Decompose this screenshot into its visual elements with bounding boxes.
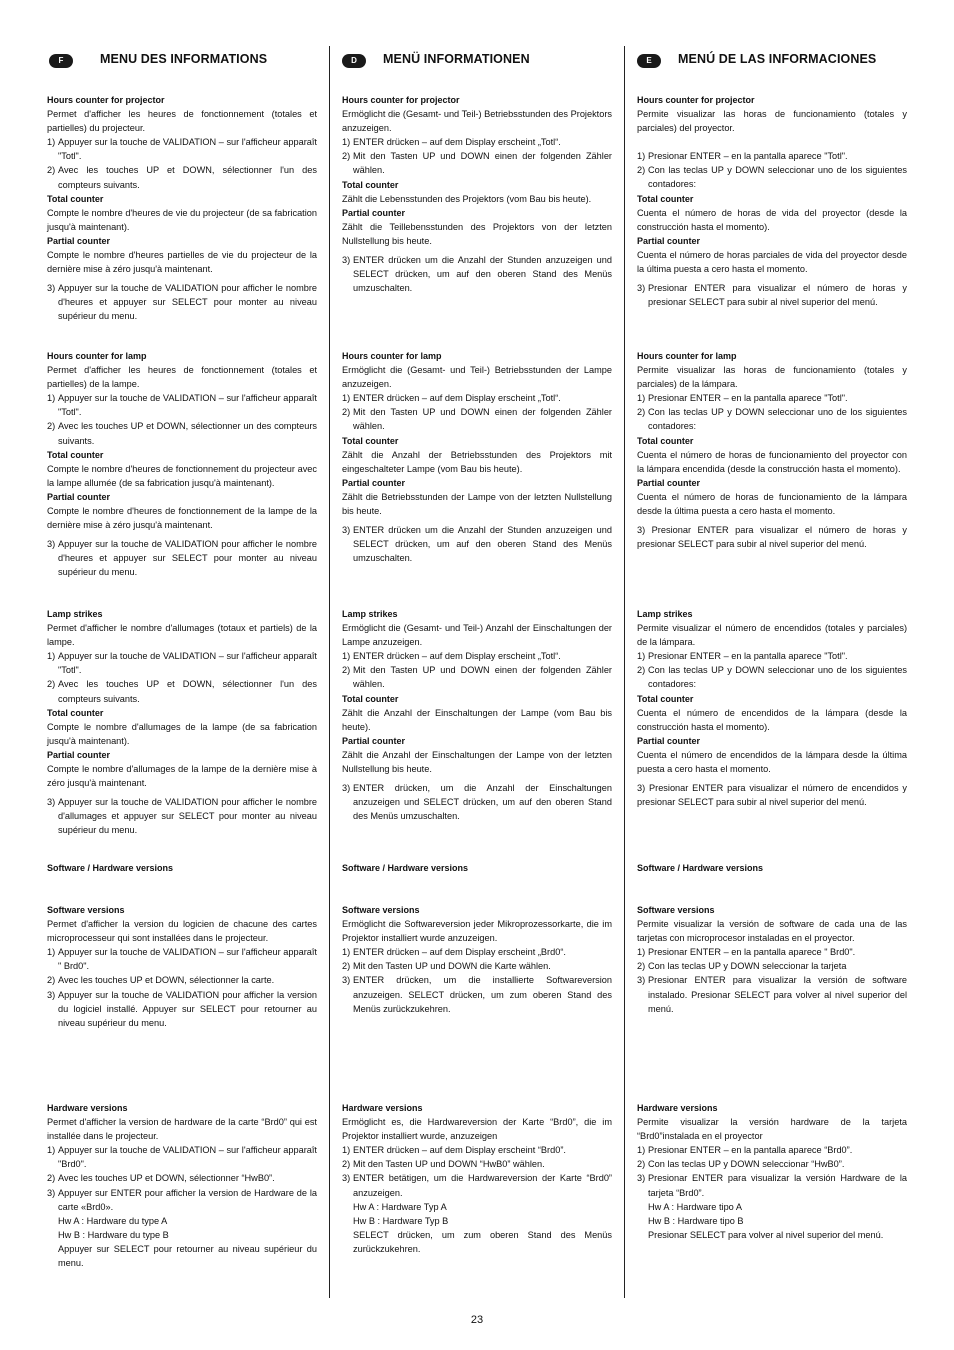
paragraph: Compte le nombre d'heures partielles de vie du projecteur de la dernière mise à zéro jusqu'à maintenant. (47, 250, 317, 275)
list-item (47, 795, 317, 837)
list-number: 2) (637, 961, 646, 972)
list-number: 1) (47, 947, 56, 958)
list-number: 3) (342, 975, 351, 986)
section-heading: Hardware versions (637, 1103, 718, 1113)
column-title: MENU DES INFORMATIONS (100, 52, 268, 66)
list-item (47, 1186, 317, 1214)
paragraph: Compte le nombre d'allumages de la lampe (de sa fabrication jusqu'à maintenant). (47, 721, 317, 746)
section-heading: Lamp strikes (342, 609, 398, 619)
subheading: Total counter (47, 193, 104, 204)
list-item (637, 959, 907, 973)
list-text: ENTER drücken – auf dem Display erscheint „Totl“. (353, 393, 561, 404)
list-item (342, 781, 612, 823)
list-number: 2) (47, 975, 56, 986)
list-number: 3) (342, 783, 351, 794)
list-number: 3) (47, 539, 56, 550)
subheading: Total counter (637, 193, 694, 204)
paragraph: Ermöglicht die Softwareversion jeder Mikroprozessorkarte, die im Projektor installiert wurde anzuzeigen. (342, 919, 612, 944)
list-number: 3) (637, 283, 646, 294)
subheading: Partial counter (637, 735, 701, 746)
list-item (342, 135, 612, 149)
list-item (637, 1157, 907, 1171)
section-heading: Hours counter for lamp (342, 351, 442, 361)
list-text: Appuyer sur la touche de VALIDATION pour afficher le nombre d'heures et appuyer sur SELECT pour monter au niveau supérieur du menu. (58, 539, 317, 578)
list-number: 1) (342, 393, 351, 404)
subheading: Partial counter (637, 477, 701, 488)
column-header (637, 50, 937, 72)
list-number: 1) (342, 137, 351, 148)
subheading: Partial counter (47, 749, 111, 760)
section-heading: Software / Hardware versions (342, 863, 469, 873)
list-text: Presionar ENTER para visualizar la versión Hardware de la tarjeta “Brd0”. (648, 1173, 907, 1198)
list-number: 1) (637, 651, 646, 662)
list-text: ENTER drücken um die Anzahl der Stunden anzuzeigen und SELECT drücken, um auf den oberen Stand des Menüs umzuschalten. (353, 255, 612, 294)
paragraph: Permite visualizar el número de encendidos (totales y parciales) de la lámpara. (637, 623, 907, 648)
paragraph: Permet d'afficher la version de hardware de la carte “Brd0” qui est installée dans le projecteur. (47, 1117, 317, 1142)
list-item (47, 537, 317, 579)
section-heading: Hours counter for projector (637, 95, 755, 105)
list-number: 2) (47, 1173, 56, 1184)
list-item (637, 391, 907, 405)
paragraph: Cuenta el número de horas de funcionamiento del proyector con la lámpara encendida (desde la construcción hasta el momento). (637, 449, 907, 474)
list-number: 3) (47, 989, 56, 1000)
list-number: 2) (342, 151, 351, 162)
list-item (342, 1157, 612, 1171)
section-lamp-hours (342, 349, 612, 565)
paragraph: Permet d'afficher la version du logicien de chacune des cartes microprocesseur qui sont installées dans le projecteur. (47, 919, 317, 944)
paragraph: Compte le nombre d'heures de vie du projecteur (de sa fabrication jusqu'à maintenant). (47, 207, 317, 232)
list-number: 2) (342, 407, 351, 418)
list-text: Appuyer sur la touche de VALIDATION – sur l'afficheur apparaît " Brd0". (58, 947, 317, 972)
language-badge: D (342, 54, 366, 68)
list-number: 2) (637, 165, 646, 176)
list-item (637, 1143, 907, 1157)
section-lamp-strikes (342, 607, 612, 823)
paragraph: Permite visualizar la versión de software de cada una de las tarjetas con microprocesor instaladas en el proyector. (637, 919, 907, 944)
section-sw-hw-versions (637, 861, 907, 875)
list-number: 3) (47, 797, 56, 808)
list-item (342, 945, 612, 959)
indented-text: SELECT drücken, um zum oberen Stand des Menüs zurückzukehren. (353, 1229, 612, 1254)
column-divider (329, 46, 330, 1298)
column-header (47, 50, 347, 72)
list-text: ENTER drücken – auf dem Display erscheint „Totl“. (353, 651, 561, 662)
paragraph: Ermöglicht es, die Hardwareversion der Karte “Brd0”, die im Projektor installiert wurde, anzuzeigen (342, 1117, 612, 1142)
column-header (342, 50, 642, 72)
section-heading: Lamp strikes (637, 609, 693, 619)
list-number: 1) (342, 651, 351, 662)
list-item (47, 973, 317, 987)
list-item (342, 649, 612, 663)
list-number: 3) (637, 975, 646, 986)
subheading: Partial counter (342, 735, 406, 746)
list-number: 2) (47, 679, 56, 690)
paragraph: Permite visualizar la versión hardware de la tarjeta “Brd0”instalada en el proyector (637, 1117, 907, 1142)
section-heading: Software / Hardware versions (637, 863, 764, 873)
list-number: 3) (637, 1173, 646, 1184)
list-number: 1) (47, 393, 56, 404)
list-text: Con las teclas UP y DOWN seleccionar uno de los siguientes contadores: (648, 665, 907, 690)
section-heading: Hours counter for projector (47, 95, 165, 105)
section-sw-hw-versions (47, 861, 317, 875)
list-text: Avec les touches UP et DOWN, sélectionner un des compteurs suivants. (58, 421, 317, 446)
list-text: Presionar ENTER – en la pantalla aparece " Brd0". (648, 947, 856, 958)
list-text: Con las teclas UP y DOWN seleccionar uno de los siguientes contadores: (648, 407, 907, 432)
paragraph: Permite visualizar las horas de funcionamiento (totales y parciales) de la lámpara. (637, 365, 907, 390)
list-number: 3) (47, 283, 56, 294)
list-text: Mit den Tasten UP und DOWN einen der folgenden Zähler wählen. (353, 151, 612, 176)
list-item (47, 135, 317, 163)
paragraph: Zählt die Betriebsstunden der Lampe von der letzten Nullstellung bis heute. (342, 491, 612, 517)
paragraph: Compte le nombre d'allumages de la lampe de la dernière mise à zéro jusqu'à maintenant. (47, 764, 317, 789)
paragraph: Zählt die Lebensstunden des Projektors (vom Bau bis heute). (342, 193, 592, 204)
paragraph: Cuenta el número de horas de vida del proyector (desde la construcción hasta el momento). (637, 207, 907, 232)
section-sw-hw-versions (342, 861, 612, 875)
indented-text: Hw B : Hardware tipo B (648, 1215, 744, 1226)
list-item (637, 163, 907, 191)
subheading: Partial counter (342, 477, 406, 488)
subheading: Partial counter (637, 235, 701, 246)
list-item (637, 405, 907, 433)
list-item (637, 663, 907, 691)
list-text: Appuyer sur la touche de VALIDATION – sur l'afficheur apparaît "Totl". (58, 651, 317, 676)
list-text: Presionar ENTER para visualizar el número de horas y presionar SELECT para subir al nivel superior del menú. (648, 283, 907, 308)
section-lamp-hours (47, 349, 317, 580)
list-item (47, 649, 317, 677)
list-text: Con las teclas UP y DOWN seleccionar uno de los siguientes contadores: (648, 165, 907, 190)
list-number: 1) (637, 393, 646, 404)
section-heading: Software / Hardware versions (47, 863, 174, 873)
indented-text: Hw A : Hardware tipo A (648, 1201, 742, 1212)
section-software-versions (342, 903, 612, 1016)
list-text: ENTER betätigen, um die Hardwareversion der Karte “Brd0” anzuzeigen. (353, 1173, 612, 1198)
paragraph: Ermöglicht die (Gesamt- und Teil-) Betriebsstunden der Lampe anzuzeigen. (342, 365, 612, 390)
subheading: Partial counter (47, 235, 111, 246)
list-number: 2) (637, 665, 646, 676)
list-item (342, 959, 612, 973)
list-text: Appuyer sur ENTER pour afficher la version de Hardware de la carte «Brd0». (58, 1187, 317, 1212)
section-heading: Hours counter for lamp (637, 351, 737, 361)
list-number: 3) (342, 1173, 351, 1184)
subheading: Partial counter (342, 207, 406, 218)
indented-text: Hw A : Hardware du type A (58, 1215, 168, 1226)
list-number: 2) (342, 665, 351, 676)
list-number: 1) (637, 947, 646, 958)
list-item (637, 1171, 907, 1199)
section-heading: Software versions (342, 905, 420, 915)
list-text: Appuyer sur la touche de VALIDATION pour afficher la version du logiciel installé. Appuyer sur SELECT pour retourner au niveau supérieur du menu. (58, 989, 317, 1028)
subheading: Total counter (342, 693, 399, 704)
paragraph: Permite visualizar las horas de funcionamiento (totales y parciales) del proyector. (637, 109, 907, 134)
list-text: Presionar ENTER – en la pantalla aparece "Totl". (648, 651, 848, 662)
list-item (47, 419, 317, 447)
list-item (342, 973, 612, 1015)
section-heading: Software versions (637, 905, 715, 915)
list-text: Avec les touches UP et DOWN, sélectionner l'un des compteurs suivants. (58, 679, 317, 704)
list-item (637, 649, 907, 663)
list-item (637, 149, 907, 163)
subheading: Total counter (637, 693, 694, 704)
list-number: 2) (342, 961, 351, 972)
list-text: Avec les touches UP et DOWN, sélectionner l'un des compteurs suivants. (58, 165, 317, 190)
list-text: Presionar ENTER – en la pantalla aparece "Totl". (648, 151, 848, 162)
list-text: ENTER drücken, um die installierte Softwareversion anzuzeigen. SELECT drücken, um zum oberen Stand des Menüs zurückzukehren. (353, 975, 612, 1014)
list-item (637, 281, 907, 309)
list-item (47, 1143, 317, 1171)
list-number: 2) (47, 421, 56, 432)
language-badge: E (637, 54, 661, 68)
section-heading: Hours counter for lamp (47, 351, 147, 361)
indented-text: Hw B : Hardware Typ B (353, 1215, 449, 1226)
paragraph: Zählt die Anzahl der Betriebsstunden des Projektors mit eingeschalteter Lampe (vom Bau bis heute). (342, 449, 612, 474)
list-item (342, 523, 612, 565)
paragraph: Zählt die Teillebensstunden des Projektors von der letzten Nullstellung bis heute. (342, 221, 612, 246)
subheading: Total counter (342, 435, 399, 446)
subheading: Total counter (47, 707, 104, 718)
list-text: Avec les touches UP et DOWN, sélectionner la carte. (58, 975, 275, 986)
paragraph: Cuenta el número de encendidos de la lámpara desde la última puesta a cero hasta el momento. (637, 749, 907, 775)
list-item (342, 391, 612, 405)
list-text: Mit den Tasten UP und DOWN “HwB0” wählen. (353, 1159, 545, 1170)
paragraph: Permet d'afficher les heures de fonctionnement (totales et partielles) du projecteur. (47, 109, 317, 134)
page-number: 23 (470, 1314, 484, 1326)
section-heading: Hours counter for projector (342, 95, 460, 105)
section-hardware-versions (342, 1101, 612, 1256)
section-lamp-strikes (637, 607, 907, 809)
list-text: Mit den Tasten UP und DOWN einen der folgenden Zähler wählen. (353, 407, 612, 432)
list-number: 2) (47, 165, 56, 176)
paragraph: 3) Presionar ENTER para visualizar el número de encendidos y presionar SELECT para subir al nivel superior del menú. (637, 783, 907, 808)
paragraph: 3) Presionar ENTER para visualizar el número de horas y presionar SELECT para subir al nivel superior del menú. (637, 525, 907, 550)
paragraph: Cuenta el número de horas de funcionamiento de la lámpara desde la última puesta a cero hasta el momento. (637, 491, 907, 517)
section-heading: Software versions (47, 905, 125, 915)
paragraph: Zählt die Anzahl der Einschaltungen der Lampe (vom Bau bis heute). (342, 707, 612, 732)
list-number: 3) (47, 1187, 56, 1198)
list-number: 1) (47, 137, 56, 148)
list-number: 1) (47, 651, 56, 662)
section-hardware-versions (637, 1101, 907, 1242)
paragraph: Ermöglicht die (Gesamt- und Teil-) Anzahl der Einschaltungen der Lampe anzuzeigen. (342, 623, 612, 648)
section-software-versions (637, 903, 907, 1016)
list-text: ENTER drücken – auf dem Display erscheint „Totl“. (353, 137, 561, 148)
list-item (342, 1143, 612, 1157)
list-item (47, 281, 317, 323)
subheading: Total counter (342, 179, 399, 190)
list-text: Mit den Tasten UP und DOWN einen der folgenden Zähler wählen. (353, 665, 612, 690)
list-text: Presionar ENTER – en la pantalla aparece “Brd0”. (648, 1145, 853, 1156)
list-item (47, 163, 317, 191)
section-projector-hours (47, 93, 317, 324)
section-heading: Hardware versions (342, 1103, 423, 1113)
list-item (342, 149, 612, 177)
section-software-versions (47, 903, 317, 1030)
indented-text: Appuyer sur SELECT pour retourner au niveau supérieur du menu. (58, 1243, 317, 1269)
paragraph: Zählt die Anzahl der Einschaltungen der Lampe von der letzten Nullstellung bis heute. (342, 749, 612, 775)
paragraph: Permet d'afficher le nombre d'allumages (totaux et partiels) de la lampe. (47, 623, 317, 648)
list-text: Presionar ENTER – en la pantalla aparece "Totl". (648, 393, 848, 404)
list-text: ENTER drücken – auf dem Display erscheint „Brd0“. (353, 947, 566, 958)
section-heading: Lamp strikes (47, 609, 103, 619)
list-text: ENTER drücken um die Anzahl der Stunden anzuzeigen und SELECT drücken, um auf den oberen Stand des Menüs umzuschalten. (353, 525, 612, 564)
list-number: 2) (637, 1159, 646, 1170)
list-item (342, 663, 612, 691)
list-number: 1) (637, 151, 646, 162)
list-item (342, 253, 612, 295)
section-projector-hours (637, 93, 907, 309)
list-number: 1) (47, 1145, 56, 1156)
list-text: ENTER drücken, um die Anzahl der Einschaltungen anzuzeigen und SELECT drücken, um auf den oberen Stand des Menüs umzuschalten. (353, 783, 612, 822)
list-item (342, 405, 612, 433)
list-text: Mit den Tasten UP und DOWN die Karte wählen. (353, 961, 551, 972)
list-number: 2) (342, 1159, 351, 1170)
list-number: 1) (342, 947, 351, 958)
section-lamp-hours (637, 349, 907, 551)
list-number: 2) (637, 407, 646, 418)
paragraph: Ermöglicht die (Gesamt- und Teil-) Betriebsstunden des Projektors anzuzeigen. (342, 109, 612, 134)
spacer (637, 135, 907, 149)
list-item (47, 945, 317, 973)
list-number: 3) (342, 525, 351, 536)
list-text: Con las teclas UP y DOWN seleccionar “HwB0”. (648, 1159, 845, 1170)
paragraph: Permet d'afficher les heures de fonctionnement (totales et partielles) de la lampe. (47, 365, 317, 390)
section-hardware-versions (47, 1101, 317, 1270)
list-text: Con las teclas UP y DOWN seleccionar la tarjeta (648, 961, 847, 972)
list-item (47, 391, 317, 419)
paragraph: Compte le nombre d'heures de fonctionnement du projecteur avec la lampe allumée (de sa fabrication jusqu'à maintenant). (47, 463, 317, 488)
list-item (637, 945, 907, 959)
list-text: Presionar ENTER para visualizar la versión de software instalado. Presionar SELECT para volver al nivel superior del menú. (648, 975, 907, 1014)
list-item (47, 677, 317, 705)
list-number: 1) (637, 1145, 646, 1156)
column-title: MENÚ DE LAS INFORMACIONES (678, 52, 877, 66)
list-text: Avec les touches UP et DOWN, sélectionner “HwB0”. (58, 1173, 275, 1184)
list-text: Appuyer sur la touche de VALIDATION – sur l'afficheur apparaît "Totl". (58, 393, 317, 418)
subheading: Total counter (637, 435, 694, 446)
indented-text: Hw A : Hardware Typ A (353, 1201, 447, 1212)
list-text: Appuyer sur la touche de VALIDATION – sur l'afficheur apparaît "Brd0". (58, 1145, 317, 1170)
column-title: MENÜ INFORMATIONEN (383, 52, 530, 66)
indented-text: Hw B : Hardware du type B (58, 1229, 169, 1240)
list-text: Appuyer sur la touche de VALIDATION pour afficher le nombre d'allumages et appuyer sur SELECT pour monter au niveau supérieur du menu. (58, 797, 317, 836)
indented-text: Presionar SELECT para volver al nivel superior del menú. (648, 1229, 884, 1240)
list-text: Appuyer sur la touche de VALIDATION – sur l'afficheur apparaît "Totl". (58, 137, 317, 162)
list-item (342, 1171, 612, 1199)
section-projector-hours (342, 93, 612, 295)
list-number: 3) (342, 255, 351, 266)
list-item (47, 988, 317, 1030)
paragraph: Compte le nombre d'heures de fonctionnement de la lampe de la dernière mise à zéro jusqu'à maintenant. (47, 506, 317, 531)
list-text: ENTER drücken – auf dem Display erscheint “Brd0”. (353, 1145, 566, 1156)
list-item (637, 973, 907, 1015)
list-number: 1) (342, 1145, 351, 1156)
section-lamp-strikes (47, 607, 317, 838)
list-item (47, 1171, 317, 1185)
language-badge: F (49, 54, 73, 68)
column-divider (624, 46, 625, 1298)
list-text: Appuyer sur la touche de VALIDATION pour afficher le nombre d'heures et appuyer sur SELECT pour monter au niveau supérieur du menu. (58, 283, 317, 322)
paragraph: Cuenta el número de encendidos de la lámpara (desde la construcción hasta el momento). (637, 707, 907, 732)
paragraph: Cuenta el número de horas parciales de vida del proyector desde la última puesta a cero hasta el momento. (637, 249, 907, 275)
subheading: Partial counter (47, 491, 111, 502)
subheading: Total counter (47, 449, 104, 460)
section-heading: Hardware versions (47, 1103, 128, 1113)
